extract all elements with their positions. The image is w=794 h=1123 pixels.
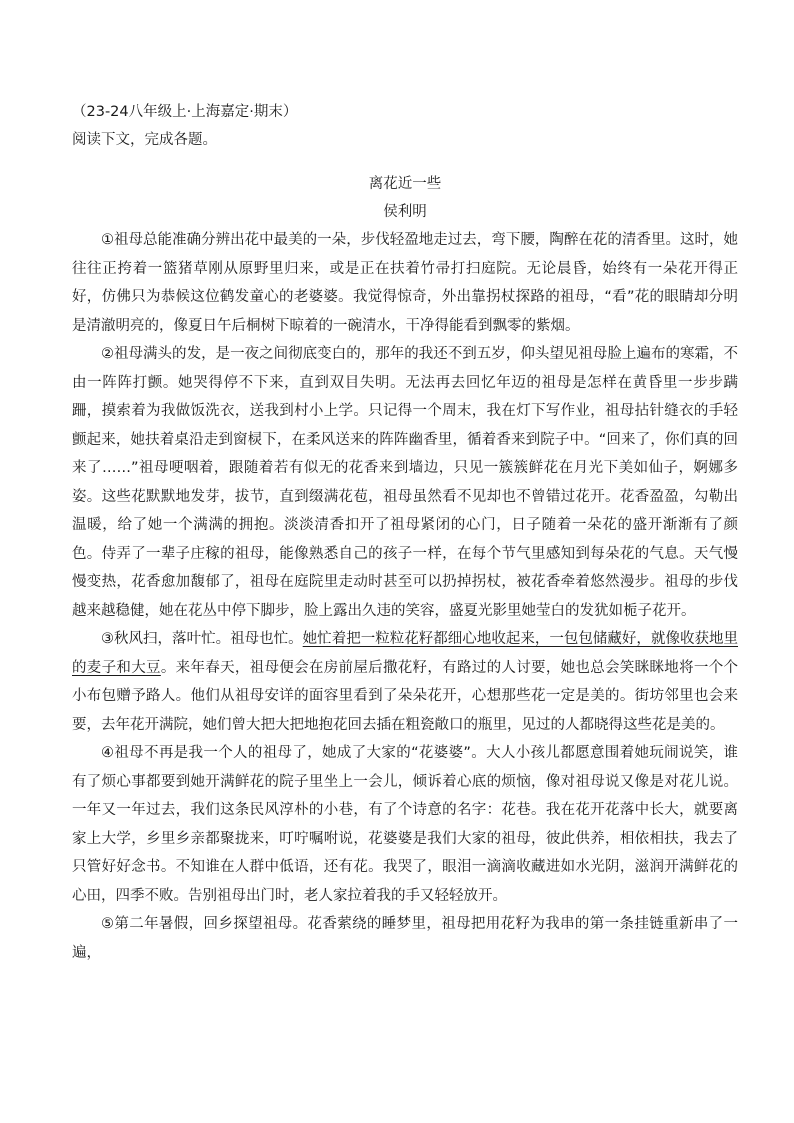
instruction: 阅读下文，完成各题。 <box>72 132 217 148</box>
underlined-sentence: 她忙着把一粒粒花籽都细心地收起来，一包包储藏好，就像收获地里的麦子和大豆 <box>72 631 739 676</box>
article-body <box>72 226 738 967</box>
paragraph-4: ④祖母不再是我一个人的祖母了，她成了大家的“花婆婆”。大人小孩儿都愿意围着她玩闹说笑，谁有了烦心事都要到她开满鲜花的院子里坐上一会儿，倾诉着心底的烦恼，像对祖母说又像是对花儿说。一年又一年过去，我们这条民风淳朴的小巷，有了个诗意的名字：花巷。我在花开花落中长大，就要离家上大学，乡里乡亲都聚拢来，叮咛嘱咐说，花婆婆是我们大家的祖母，彼此供养，相依相扶，我去了只管好好念书。不知谁在人群中低语，还有花。我哭了，眼泪一滴滴收藏进如水光阴，滋润开满鲜花的心田，四季不败。告别祖母出门时，老人家拉着我的手又轻轻放开。 <box>72 745 738 904</box>
document-page <box>72 98 738 967</box>
paragraph-1: ①祖母总能准确分辨出花中最美的一朵，步伐轻盈地走过去，弯下腰，陶醉在花的清香里。这时，她往往正挎着一篮猪草刚从原野里归来，或是正在扶着竹帚打扫庭院。无论晨昏，始终有一朵花开得正好，仿佛只为恭候这位鹤发童心的老婆婆。我觉得惊奇，外出靠拐杖探路的祖母，“看”花的眼睛却分明是清澈明亮的，像夏日午后桐树下晾着的一碗清水，干净得能看到飘零的紫烟。 <box>72 232 738 334</box>
article-title: 离花近一些 <box>368 176 442 192</box>
article-author: 侯利明 <box>383 204 427 220</box>
question-source: （23-24八年级上·上海嘉定·期末） <box>72 104 298 120</box>
paragraph-2: ②祖母满头的发，是一夜之间彻底变白的，那年的我还不到五岁，仰头望见祖母脸上遍布的寒霜，不由一阵阵打颤。她哭得停不下来，直到双目失明。无法再去回忆年迈的祖母是怎样在黄昏里一步步蹒跚，摸索着为我做饭洗衣，送我到村小上学。只记得一个周末，我在灯下写作业，祖母拈针缝衣的手轻颤起来，她扶着桌沿走到窗棂下，在柔风送来的阵阵幽香里，循着香来到院子中。“回来了，你们真的回来了……”祖母哽咽着，跟随着若有似无的花香来到墙边，只见一簇簇鲜花在月光下美如仙子，婀娜多姿。这些花默默地发芽，拔节，直到缀满花苞，祖母虽然看不见却也不曾错过花开。花香盈盈，勾勒出温暖，给了她一个满满的拥抱。淡淡清香扣开了祖母紧闭的心门，日子随着一朵花的盛开渐渐有了颜色。侍弄了一辈子庄稼的祖母，能像熟悉自己的孩子一样，在每个节气里感知到每朵花的气息。天气慢慢变热，花香愈加馥郁了，祖母在庭院里走动时甚至可以扔掉拐杖，被花香牵着悠然漫步。祖母的步伐越来越稳健，她在花丛中停下脚步，脸上露出久违的笑容，盛夏光影里她莹白的发犹如栀子花开。 <box>72 346 738 619</box>
paragraph-3-lead: ③秋风扫，落叶忙。祖母也忙。 <box>101 631 303 647</box>
paragraph-3-tail: 。来年春天，祖母便会在房前屋后撒花籽，有路过的人讨要，她也总会笑眯眯地将一个个小布包赠予路人。他们从祖母安详的面容里看到了朵朵花开，心想那些花一定是美的。街坊邻里也会来要，去年花开满院，她们曾大把大把地抱花回去插在粗瓷敞口的瓶里，见过的人都晓得这些花是美的。 <box>72 659 738 733</box>
paragraph-3 <box>72 625 738 739</box>
paragraph-5: ⑤第二年暑假，回乡探望祖母。花香萦绕的睡梦里，祖母把用花籽为我串的第一条挂链重新串了一遍， <box>72 916 738 961</box>
